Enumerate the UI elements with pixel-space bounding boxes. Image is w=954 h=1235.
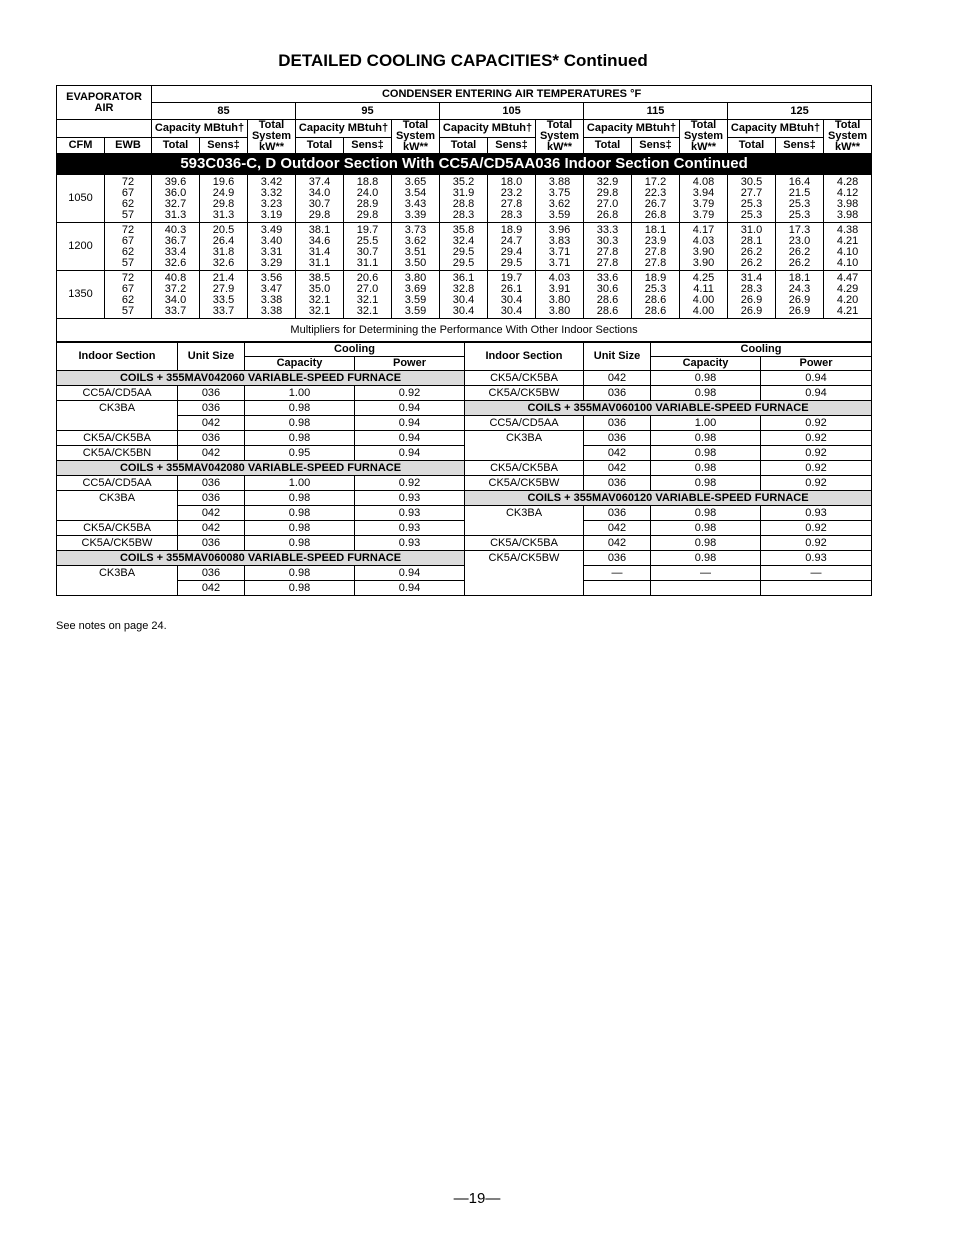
power-cell: 0.94	[355, 566, 465, 581]
capacity-header: Capacity MBtuh†	[584, 120, 680, 138]
unit-size-cell: 036	[178, 491, 245, 506]
data-cell: 40.3 36.7 33.4 32.6	[152, 223, 200, 271]
unit-size-header: Unit Size	[178, 343, 245, 371]
unit-size-cell: 042	[178, 521, 245, 536]
data-cell: 3.88 3.75 3.62 3.59	[536, 175, 584, 223]
total-system-header	[248, 120, 296, 154]
capacity-header: Capacity MBtuh†	[728, 120, 824, 138]
temperature-header: 125	[728, 103, 872, 120]
total-system-label: Total System	[395, 119, 436, 142]
capacity-cell: 0.98	[245, 581, 355, 596]
indoor-section-cell: CK5A/CK5BA	[465, 461, 584, 476]
data-cell: 21.4 27.9 33.5 33.7	[200, 271, 248, 319]
indoor-section-cell: CK3BA	[465, 431, 584, 446]
data-cell: 19.7 26.1 30.4 30.4	[488, 271, 536, 319]
kw-label: kW**	[690, 141, 717, 153]
capacity-cell: 0.98	[245, 416, 355, 431]
power-cell: 0.92	[761, 476, 872, 491]
unit-size-cell: 036	[178, 386, 245, 401]
indoor-section-cell: CC5A/CD5AA	[465, 416, 584, 431]
multiplier-row	[57, 431, 872, 446]
data-cell: 18.8 24.0 28.9 29.8	[344, 175, 392, 223]
data-cell: 3.56 3.47 3.38 3.38	[248, 271, 296, 319]
data-cell: 33.3 30.3 27.8 27.8	[584, 223, 632, 271]
temperature-header: 115	[584, 103, 728, 120]
multiplier-row	[57, 401, 872, 416]
performance-table-header	[57, 86, 872, 154]
multipliers-title: Multipliers for Determining the Performance With Other Indoor Sections	[57, 319, 872, 342]
section-title-band: 593C036-C, D Outdoor Section With CC5A/CD5AA036 Indoor Section Continued	[57, 154, 872, 175]
capacity-cell: 1.00	[245, 476, 355, 491]
total-header: Total	[728, 137, 776, 154]
unit-size-cell: 036	[178, 431, 245, 446]
data-cell: 18.0 23.2 27.8 28.3	[488, 175, 536, 223]
data-cell: 4.28 4.12 3.98 3.98	[824, 175, 872, 223]
power-cell: 0.93	[355, 521, 465, 536]
capacity-header: Capacity	[651, 357, 761, 371]
ewb-header: EWB	[105, 137, 152, 154]
unit-size-cell: 042	[178, 506, 245, 521]
notes-reference: See notes on page 24.	[56, 620, 167, 632]
capacity-cell: 0.98	[651, 461, 761, 476]
kw-label: kW**	[546, 141, 573, 153]
multiplier-row	[57, 446, 872, 461]
data-cell: 20.6 27.0 32.1 32.1	[344, 271, 392, 319]
power-cell: 0.94	[355, 416, 465, 431]
data-cell: 35.8 32.4 29.5 29.5	[440, 223, 488, 271]
capacity-cell: 0.98	[651, 551, 761, 566]
unit-size-cell: 036	[178, 476, 245, 491]
cfm-cell: 1200	[57, 223, 105, 271]
sens-header: Sens‡	[200, 137, 248, 154]
temperature-header: 85	[152, 103, 296, 120]
power-cell: 0.92	[355, 476, 465, 491]
power-cell: 0.92	[761, 536, 872, 551]
indoor-section-cell: CC5A/CD5AA	[57, 476, 178, 491]
capacity-cell: 0.98	[245, 431, 355, 446]
indoor-section-cell: CC5A/CD5AA	[57, 386, 178, 401]
capacity-cell: 0.98	[245, 401, 355, 416]
data-cell: 3.80 3.69 3.59 3.59	[392, 271, 440, 319]
data-cell: 32.9 29.8 27.0 26.8	[584, 175, 632, 223]
unit-size-cell: 036	[584, 551, 651, 566]
data-cell: 3.49 3.40 3.31 3.29	[248, 223, 296, 271]
power-header: Power	[761, 357, 872, 371]
data-cell: 36.1 32.8 30.4 30.4	[440, 271, 488, 319]
multiplier-row	[57, 371, 872, 386]
data-cell: 3.42 3.32 3.23 3.19	[248, 175, 296, 223]
furnace-band: COILS + 355MAV060120 VARIABLE-SPEED FURNACE	[465, 491, 872, 506]
data-cell: 4.03 3.91 3.80 3.80	[536, 271, 584, 319]
multipliers-table	[56, 342, 872, 596]
indoor-section-cell	[465, 581, 584, 596]
temperature-header: 105	[440, 103, 584, 120]
data-cell: 4.08 3.94 3.79 3.79	[680, 175, 728, 223]
capacity-header: Capacity MBtuh†	[440, 120, 536, 138]
indoor-section-cell: CK3BA	[57, 401, 178, 416]
capacity-cell: —	[651, 566, 761, 581]
furnace-band: COILS + 355MAV042080 VARIABLE-SPEED FURNACE	[57, 461, 465, 476]
capacity-cell: 0.98	[245, 491, 355, 506]
data-cell: 30.5 27.7 25.3 25.3	[728, 175, 776, 223]
power-cell: —	[761, 566, 872, 581]
indoor-section-cell: CK5A/CK5BW	[465, 551, 584, 566]
total-system-label: Total System	[683, 119, 724, 142]
capacity-cell: 1.00	[651, 416, 761, 431]
multiplier-row	[57, 491, 872, 506]
power-cell: 0.94	[355, 401, 465, 416]
capacity-cell: 0.98	[245, 566, 355, 581]
capacity-cell: 0.98	[651, 476, 761, 491]
capacity-cell: 0.98	[651, 521, 761, 536]
data-cell: 3.96 3.83 3.71 3.71	[536, 223, 584, 271]
sens-header: Sens‡	[632, 137, 680, 154]
data-cell: 4.17 4.03 3.90 3.90	[680, 223, 728, 271]
table-row	[57, 223, 872, 271]
multiplier-row	[57, 581, 872, 596]
data-cell: 4.25 4.11 4.00 4.00	[680, 271, 728, 319]
indoor-section-cell: CK5A/CK5BW	[465, 476, 584, 491]
power-cell: 0.93	[355, 536, 465, 551]
data-cell: 38.5 35.0 32.1 32.1	[296, 271, 344, 319]
capacity-cell: 0.98	[651, 506, 761, 521]
unit-size-cell: 036	[178, 401, 245, 416]
data-cell: 31.4 28.3 26.9 26.9	[728, 271, 776, 319]
data-cell: 20.5 26.4 31.8 32.6	[200, 223, 248, 271]
multiplier-row	[57, 536, 872, 551]
indoor-section-cell: CK3BA	[465, 506, 584, 521]
unit-size-cell: 036	[178, 566, 245, 581]
page-title: DETAILED COOLING CAPACITIES* Continued	[278, 51, 648, 70]
indoor-section-cell	[57, 506, 178, 521]
unit-size-cell: 042	[584, 371, 651, 386]
capacity-header: Capacity MBtuh†	[296, 120, 392, 138]
indoor-section-cell: CK5A/CK5BA	[465, 536, 584, 551]
capacity-cell: 0.98	[245, 521, 355, 536]
indoor-section-cell	[465, 566, 584, 581]
power-cell: 0.94	[355, 581, 465, 596]
data-cell: 31.0 28.1 26.2 26.2	[728, 223, 776, 271]
data-cell: 17.2 22.3 26.7 26.8	[632, 175, 680, 223]
data-cell: 33.6 30.6 28.6 28.6	[584, 271, 632, 319]
capacity-cell: 0.98	[245, 536, 355, 551]
data-cell: 19.7 25.5 30.7 31.1	[344, 223, 392, 271]
kw-label: kW**	[402, 141, 429, 153]
unit-size-cell: 036	[584, 506, 651, 521]
power-header: Power	[355, 357, 465, 371]
capacity-cell: 0.98	[651, 371, 761, 386]
cooling-capacity-tables	[56, 85, 872, 596]
unit-size-cell: 042	[584, 521, 651, 536]
indoor-section-cell: CK5A/CK5BN	[57, 446, 178, 461]
capacity-cell: 0.95	[245, 446, 355, 461]
power-cell: 0.93	[355, 506, 465, 521]
data-cell: 39.6 36.0 32.7 31.3	[152, 175, 200, 223]
cooling-header: Cooling	[245, 343, 465, 357]
data-cell: 3.73 3.62 3.51 3.50	[392, 223, 440, 271]
power-cell: 0.93	[761, 551, 872, 566]
ewb-cell: 72 67 62 57	[105, 223, 152, 271]
total-header: Total	[152, 137, 200, 154]
unit-size-cell: 036	[584, 431, 651, 446]
capacity-cell: 0.98	[651, 431, 761, 446]
indoor-section-cell: CK5A/CK5BW	[57, 536, 178, 551]
evaporator-air-header: EVAPORATOR AIR	[57, 86, 152, 120]
data-cell: 19.6 24.9 29.8 31.3	[200, 175, 248, 223]
unit-size-cell: 042	[178, 416, 245, 431]
cfm-header: CFM	[57, 137, 105, 154]
capacity-cell	[651, 581, 761, 596]
unit-size-cell: 036	[178, 536, 245, 551]
total-header: Total	[296, 137, 344, 154]
cooling-header: Cooling	[651, 343, 872, 357]
indoor-section-cell: CK3BA	[57, 566, 178, 581]
kw-label: kW**	[258, 141, 285, 153]
power-cell: 0.92	[761, 446, 872, 461]
multiplier-row	[57, 476, 872, 491]
sens-header: Sens‡	[776, 137, 824, 154]
data-cell: 18.9 24.7 29.4 29.5	[488, 223, 536, 271]
furnace-band: COILS + 355MAV042060 VARIABLE-SPEED FURNACE	[57, 371, 465, 386]
data-cell: 3.65 3.54 3.43 3.39	[392, 175, 440, 223]
multiplier-row	[57, 416, 872, 431]
data-cell: 37.4 34.0 30.7 29.8	[296, 175, 344, 223]
unit-size-cell: 042	[584, 461, 651, 476]
total-header: Total	[440, 137, 488, 154]
total-system-label: Total System	[539, 119, 580, 142]
furnace-band: COILS + 355MAV060100 VARIABLE-SPEED FURNACE	[465, 401, 872, 416]
cfm-cell: 1350	[57, 271, 105, 319]
multiplier-row	[57, 386, 872, 401]
multiplier-row	[57, 551, 872, 566]
total-system-header	[680, 120, 728, 154]
data-cell: 18.1 23.9 27.8 27.8	[632, 223, 680, 271]
power-cell: 0.93	[355, 491, 465, 506]
indoor-section-cell	[57, 581, 178, 596]
multiplier-row	[57, 521, 872, 536]
ewb-cell: 72 67 62 57	[105, 175, 152, 223]
total-system-header	[824, 120, 872, 154]
total-header: Total	[584, 137, 632, 154]
cfm-cell: 1050	[57, 175, 105, 223]
indoor-section-header: Indoor Section	[57, 343, 178, 371]
unit-size-cell: 042	[584, 536, 651, 551]
unit-size-header: Unit Size	[584, 343, 651, 371]
data-cell: 4.38 4.21 4.10 4.10	[824, 223, 872, 271]
data-cell: 35.2 31.9 28.8 28.3	[440, 175, 488, 223]
data-cell: 16.4 21.5 25.3 25.3	[776, 175, 824, 223]
capacity-header: Capacity	[245, 357, 355, 371]
unit-size-cell: —	[584, 566, 651, 581]
unit-size-cell: 042	[178, 446, 245, 461]
indoor-section-cell	[465, 446, 584, 461]
ewb-cell: 72 67 62 57	[105, 271, 152, 319]
kw-label: kW**	[835, 141, 861, 153]
indoor-section-cell: CK5A/CK5BA	[57, 431, 178, 446]
indoor-section-cell: CK3BA	[57, 491, 178, 506]
sens-header: Sens‡	[344, 137, 392, 154]
table-row	[57, 175, 872, 223]
indoor-section-cell	[465, 521, 584, 536]
power-cell: 0.94	[355, 446, 465, 461]
total-system-label: Total System	[251, 119, 292, 142]
multiplier-row	[57, 506, 872, 521]
performance-table-body	[57, 154, 872, 342]
performance-table	[56, 85, 872, 342]
indoor-section-cell: CK5A/CK5BA	[57, 521, 178, 536]
capacity-cell: 0.98	[651, 386, 761, 401]
temperature-header: 95	[296, 103, 440, 120]
data-cell: 40.8 37.2 34.0 33.7	[152, 271, 200, 319]
unit-size-cell: 036	[584, 386, 651, 401]
data-cell: 38.1 34.6 31.4 31.1	[296, 223, 344, 271]
power-cell: 0.93	[761, 506, 872, 521]
page-number: —19—	[453, 1190, 501, 1207]
indoor-section-cell: CK5A/CK5BA	[465, 371, 584, 386]
capacity-cell: 0.98	[245, 506, 355, 521]
unit-size-cell: 036	[584, 416, 651, 431]
power-cell: 0.92	[761, 461, 872, 476]
total-system-header	[392, 120, 440, 154]
capacity-cell: 0.98	[651, 446, 761, 461]
capacity-cell: 1.00	[245, 386, 355, 401]
indoor-section-header: Indoor Section	[465, 343, 584, 371]
power-cell	[761, 581, 872, 596]
data-cell: 18.9 25.3 28.6 28.6	[632, 271, 680, 319]
data-cell: 4.47 4.29 4.20 4.21	[824, 271, 872, 319]
unit-size-cell: 042	[584, 446, 651, 461]
power-cell: 0.92	[761, 416, 872, 431]
data-cell: 17.3 23.0 26.2 26.2	[776, 223, 824, 271]
total-system-header	[536, 120, 584, 154]
power-cell: 0.92	[761, 521, 872, 536]
power-cell: 0.92	[355, 386, 465, 401]
indoor-section-cell	[57, 416, 178, 431]
total-system-label: Total System	[827, 119, 868, 142]
condenser-temp-header: CONDENSER ENTERING AIR TEMPERATURES °F	[152, 86, 872, 103]
power-cell: 0.94	[761, 371, 872, 386]
unit-size-cell: 036	[584, 476, 651, 491]
table-row	[57, 271, 872, 319]
capacity-header: Capacity MBtuh†	[152, 120, 248, 138]
multiplier-row	[57, 566, 872, 581]
unit-size-cell	[584, 581, 651, 596]
power-cell: 0.94	[761, 386, 872, 401]
capacity-cell: 0.98	[651, 536, 761, 551]
power-cell: 0.94	[355, 431, 465, 446]
indoor-section-cell: CK5A/CK5BW	[465, 386, 584, 401]
power-cell: 0.92	[761, 431, 872, 446]
furnace-band: COILS + 355MAV060080 VARIABLE-SPEED FURNACE	[57, 551, 465, 566]
data-cell: 18.1 24.3 26.9 26.9	[776, 271, 824, 319]
unit-size-cell: 042	[178, 581, 245, 596]
sens-header: Sens‡	[488, 137, 536, 154]
blank-header	[57, 120, 152, 138]
multiplier-row	[57, 461, 872, 476]
